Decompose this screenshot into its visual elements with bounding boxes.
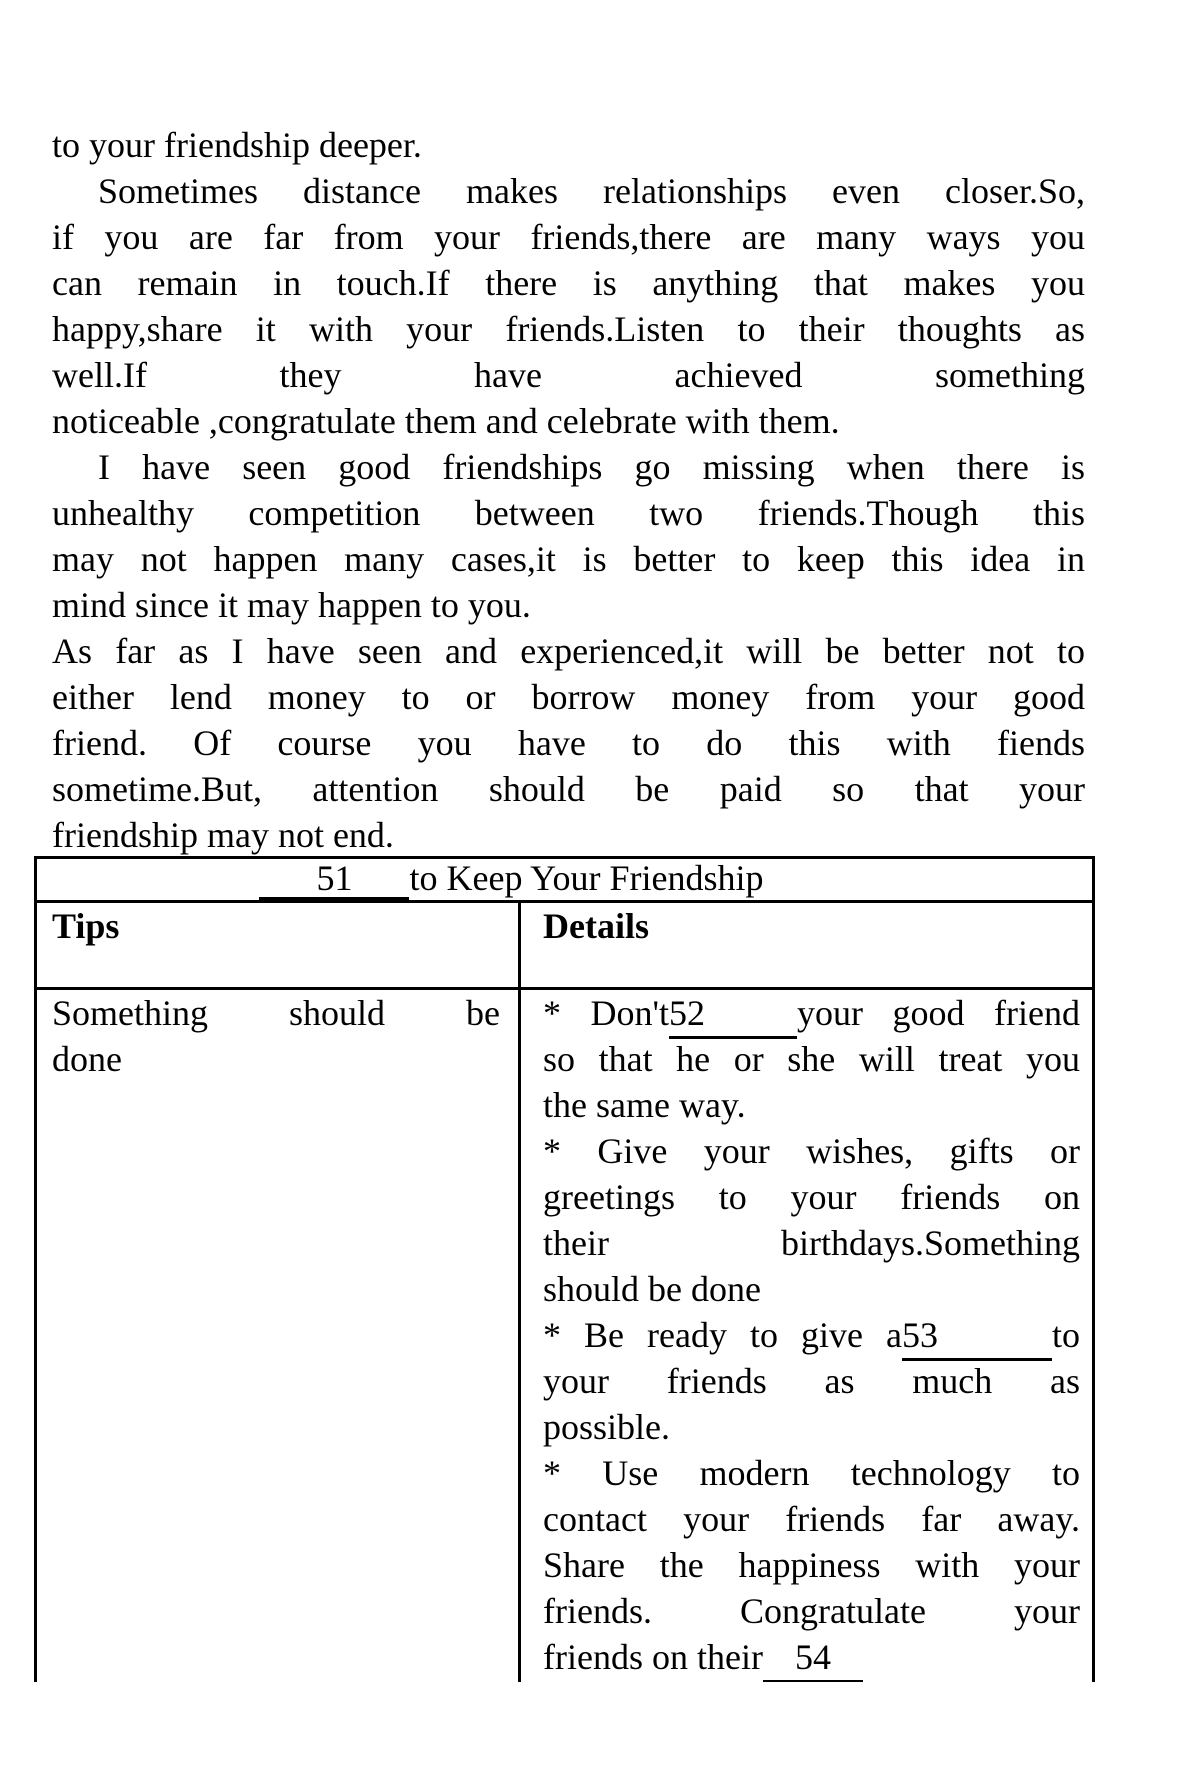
text-run: your good friend bbox=[797, 993, 1080, 1033]
text-run: contact your friends far away. bbox=[543, 1499, 1080, 1539]
text-run: to your friendship deeper. bbox=[52, 125, 422, 165]
text-line bbox=[52, 398, 1085, 444]
text-run: * Be ready to give a bbox=[543, 1315, 902, 1355]
text-run: can remain in touch.If there is anything that makes you bbox=[52, 263, 1085, 303]
text-line bbox=[543, 1266, 1080, 1312]
text-run: friendship may not end. bbox=[52, 815, 394, 855]
text-run: should be done bbox=[543, 1269, 761, 1309]
text-run: possible. bbox=[543, 1407, 671, 1447]
text-line bbox=[543, 1220, 1080, 1266]
text-line bbox=[52, 214, 1085, 260]
text-line bbox=[52, 168, 1085, 214]
text-run: either lend money to or borrow money from your good bbox=[52, 677, 1085, 717]
blank-54: 54 bbox=[763, 1634, 863, 1682]
paragraph bbox=[52, 168, 1085, 444]
text-line bbox=[543, 1542, 1080, 1588]
paragraph bbox=[52, 444, 1085, 628]
text-line bbox=[52, 766, 1085, 812]
text-line bbox=[52, 628, 1085, 674]
text-run: noticeable ,congratulate them and celebrate with them. bbox=[52, 401, 840, 441]
friendship-table bbox=[34, 856, 1095, 1682]
text-run: * Don't bbox=[543, 993, 670, 1033]
tips-cell bbox=[37, 990, 521, 1682]
text-line bbox=[52, 306, 1085, 352]
text-run: I have seen good friendships go missing when there is bbox=[98, 447, 1085, 487]
text-run: if you are far from your friends,there are many ways you bbox=[52, 217, 1085, 257]
text-line bbox=[543, 1588, 1080, 1634]
paragraph bbox=[52, 628, 1085, 858]
text-run: Sometimes distance makes relationships even closer.So, bbox=[98, 171, 1085, 211]
tips-header-label: Tips bbox=[52, 906, 120, 946]
table-body-row bbox=[37, 990, 1092, 1682]
text-run: done bbox=[52, 1039, 122, 1079]
text-line bbox=[543, 1634, 1080, 1680]
text-run: so that he or she will treat you bbox=[543, 1039, 1080, 1079]
tips-header-cell bbox=[37, 903, 521, 987]
text-line bbox=[52, 990, 500, 1036]
text-run: sometime.But, attention should be paid so that your bbox=[52, 769, 1085, 809]
text-run: Share the happiness with your bbox=[543, 1545, 1080, 1585]
text-run: your friends as much as bbox=[543, 1361, 1080, 1401]
text-line bbox=[543, 990, 1080, 1036]
text-block bbox=[52, 122, 1085, 858]
paragraph bbox=[52, 122, 1085, 168]
text-line bbox=[52, 1036, 500, 1082]
text-run: friend. Of course you have to do this with fiends bbox=[52, 723, 1085, 763]
text-run: happy,share it with your friends.Listen to their thoughts as bbox=[52, 309, 1085, 349]
text-run: * Use modern technology to bbox=[543, 1453, 1080, 1493]
text-run: * Give your wishes, gifts or bbox=[543, 1131, 1080, 1171]
text-line bbox=[543, 1404, 1080, 1450]
text-line bbox=[52, 582, 1085, 628]
text-run: unhealthy competition between two friends.Though this bbox=[52, 493, 1085, 533]
details-header-label: Details bbox=[543, 906, 649, 946]
text-run: As far as I have seen and experienced,it will be better not to bbox=[52, 631, 1085, 671]
table-title-row bbox=[37, 859, 1092, 903]
text-line bbox=[543, 1496, 1080, 1542]
text-line bbox=[52, 674, 1085, 720]
text-line bbox=[543, 1312, 1080, 1358]
text-run: Something should be bbox=[52, 993, 500, 1033]
text-line bbox=[543, 1036, 1080, 1082]
text-run: mind since it may happen to you. bbox=[52, 585, 531, 625]
text-run: their birthdays.Something bbox=[543, 1223, 1080, 1263]
text-run: well.If they have achieved something bbox=[52, 355, 1085, 395]
text-line bbox=[52, 352, 1085, 398]
text-line bbox=[52, 260, 1085, 306]
text-line bbox=[52, 122, 1085, 168]
text-run: may not happen many cases,it is better to keep this idea in bbox=[52, 539, 1085, 579]
text-line bbox=[52, 490, 1085, 536]
blank-51: 51 bbox=[259, 859, 409, 900]
text-line bbox=[543, 1358, 1080, 1404]
text-run: greetings to your friends on bbox=[543, 1177, 1080, 1217]
text-run: friends. Congratulate your bbox=[543, 1591, 1080, 1631]
details-cell bbox=[521, 990, 1092, 1682]
text-line bbox=[543, 1174, 1080, 1220]
text-line bbox=[37, 859, 986, 900]
text-run: to Keep Your Friendship bbox=[409, 858, 764, 898]
text-run: the same way. bbox=[543, 1085, 746, 1125]
blank-53: 53 bbox=[902, 1312, 1052, 1361]
text-line bbox=[543, 1128, 1080, 1174]
text-run: friends on their bbox=[543, 1637, 763, 1677]
text-line bbox=[52, 444, 1085, 490]
text-run: to bbox=[1051, 1315, 1080, 1355]
text-line bbox=[52, 536, 1085, 582]
text-line bbox=[52, 812, 1085, 858]
blank-52: 52 bbox=[669, 990, 797, 1039]
text-line bbox=[52, 720, 1085, 766]
table-header-row bbox=[37, 903, 1092, 990]
details-header-cell bbox=[521, 903, 1092, 987]
text-line bbox=[543, 1082, 1080, 1128]
text-line bbox=[543, 1450, 1080, 1496]
